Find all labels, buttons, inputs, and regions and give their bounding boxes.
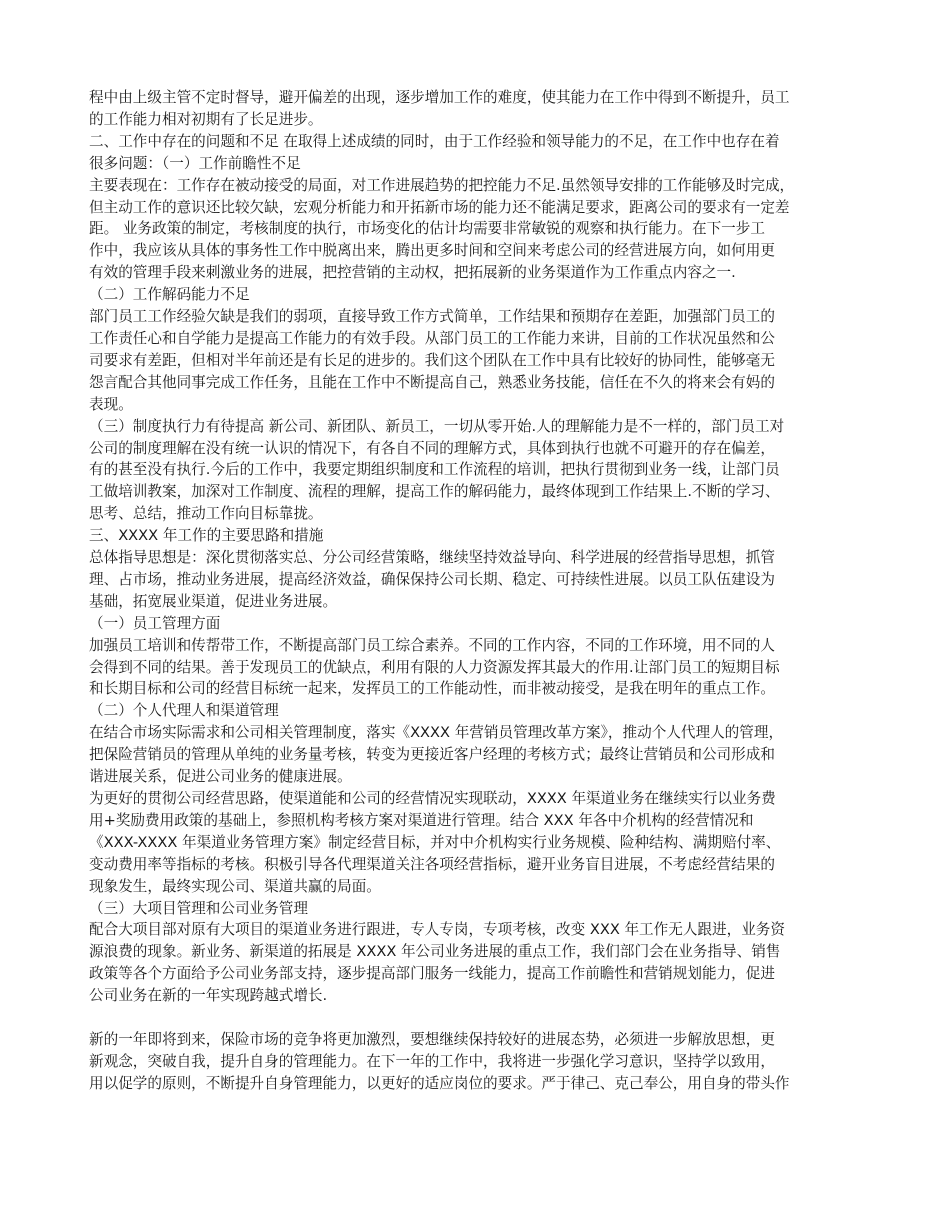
text-line: 变动费用率等指标的考核。积极引导各代理渠道关注各项经营指标，避开业务盲目进展，不考虑经营结果的 [89, 855, 775, 873]
text-line: 二、工作中存在的问题和不足 在取得上述成绩的同时，由于工作经验和领导能力的不足，在工作中也存在着 [89, 132, 780, 150]
text-line: 和长期目标和公司的经营目标统一起来，发挥员工的工作能动性，而非被动接受，是我在明年的重点工作。 [89, 680, 775, 698]
text-line: （二）个人代理人和渠道管理 [89, 702, 279, 720]
text-line: 司要求有差距，但相对半年前还是有长足的进步的。我们这个团队在工作中具有比较好的协同性，能够毫无 [89, 351, 775, 369]
text-line: （二）工作解码能力不足 [89, 286, 250, 304]
text-line: 政策等各个方面给予公司业务部支持，逐步提高部门服务一线能力，提高工作前瞻性和营销规划能力，促进 [89, 965, 775, 983]
text-line: 怨言配合其他同事完成工作任务，且能在工作中不断提高自己，熟悉业务技能，信任在不久的将来会有妈的 [89, 373, 775, 391]
text-line: 但主动工作的意识还比较欠缺，宏观分析能力和开拓新市场的能力还不能满足要求，距离公司的要求有一定差 [89, 198, 790, 216]
text-line: 的工作能力相对初期有了长足进步。 [89, 110, 323, 128]
text-line: （三）制度执行力有待提高 新公司、新团队、新员工，一切从零开始.人的理解能力是不一样的，部门员工对 [89, 417, 785, 435]
text-line: 新观念，突破自我，提升自身的管理能力。在下一年的工作中，我将进一步强化学习意识，坚持学以致用， [89, 1052, 775, 1070]
text-line: 现象发生，最终实现公司、渠道共赢的局面。 [89, 877, 381, 895]
text-line: 公司业务在新的一年实现跨越式增长. [89, 987, 328, 1005]
text-line: 主要表现在：工作存在被动接受的局面，对工作进展趋势的把控能力不足.虽然领导安排的工作能够及时完成， [89, 176, 795, 194]
text-line: 会得到不同的结果。善于发现员工的优缺点，利用有限的人力资源发挥其最大的作用.让部门员工的短期目标 [89, 658, 780, 676]
text-line: 公司的制度理解在没有统一认识的情况下，有各自不同的理解方式，具体到执行也就不可避开的存在偏差， [89, 439, 775, 457]
text-line: 加强员工培训和传帮带工作，不断提高部门员工综合素养。不同的工作内容，不同的工作环境，用不同的人 [89, 636, 775, 654]
text-line: 部门员工工作经验欠缺是我们的弱项，直接导致工作方式简单，工作结果和预期存在差距，加强部门员工的 [89, 308, 775, 326]
text-line: 总体指导思想是：深化贯彻落实总、分公司经营策略，继续坚持效益导向、科学进展的经营指导思想，抓管 [89, 549, 775, 567]
text-line: 程中由上级主管不定时督导，避开偏差的出现，逐步增加工作的难度，使其能力在工作中得到不断提升，员工 [89, 89, 790, 106]
text-line: 在结合市场实际需求和公司相关管理制度，落实《XXXX 年营销员管理改革方案》，推动个人代理人的管理， [89, 724, 784, 742]
text-line: 工做培训教案，加深对工作制度、流程的理解，提高工作的解码能力，最终体现到工作结果上.不断的学习、 [89, 483, 780, 501]
text-line: 有的甚至没有执行.今后的工作中，我要定期组织制度和工作流程的培训，把执行贯彻到业务一线，让部门员 [89, 461, 780, 479]
text-line: 《XXX-XXXX 年渠道业务管理方案》制定经营目标，并对中介机构实行业务规模、险种结构、满期赔付率、 [89, 833, 781, 851]
text-line: 有效的管理手段来刺激业务的进展，把控营销的主动权，把拓展新的业务渠道作为工作重点内容之一. [89, 264, 736, 282]
text-line: 三、XXXX 年工作的主要思路和措施 [89, 527, 324, 545]
text-line: 表现。 [89, 395, 133, 413]
text-line: （三）大项目管理和公司业务管理 [89, 899, 308, 917]
document-body [89, 87, 865, 1095]
blank-line [89, 1007, 865, 1029]
text-line: 源浪费的现象。新业务、新渠道的拓展是 XXXX 年公司业务进展的重点工作，我们部门会在业务指导、销售 [89, 943, 781, 961]
text-line: 很多问题：（一）工作前瞻性不足 [89, 154, 301, 172]
text-line: （一）员工管理方面 [89, 614, 221, 632]
text-line: 工作责任心和自学能力是提高工作能力的有效手段。从部门员工的工作能力来讲，目前的工作状况虽然和公 [89, 329, 775, 347]
text-line: 谐进展关系，促进公司业务的健康进展。 [89, 768, 352, 786]
text-line: 距。 业务政策的制定，考核制度的执行，市场变化的估计均需要非常敏锐的观察和执行能力。在下一步工 [89, 220, 765, 238]
text-line: 作中，我应该从具体的事务性工作中脱离出来，腾出更多时间和空间来考虑公司的经营进展方向，如何用更 [89, 242, 775, 260]
text-line: 理、占市场，推动业务进展，提高经济效益，确保保持公司长期、稳定、可持续性进展。以员工队伍建设为 [89, 570, 775, 588]
text-line: 思考、总结，推动工作向目标靠拢。 [89, 505, 323, 523]
text-line: 用以促学的原则，不断提升自身管理能力，以更好的适应岗位的要求。严于律己、克己奉公，用自身的带头作 [89, 1074, 790, 1092]
text-line: 新的一年即将到来，保险市场的竞争将更加激烈，要想继续保持较好的进展态势，必须进一步解放思想，更 [89, 1031, 775, 1049]
text-line: 用+奖励费用政策的基础上，参照机构考核方案对渠道进行管理。结合 XXX 年各中介机构的经营情况和 [89, 811, 754, 829]
text-line: 把保险营销员的管理从单纯的业务量考核，转变为更接近客户经理的考核方式；最终让营销员和公司形成和 [89, 746, 775, 764]
text-line: 为更好的贯彻公司经营思路，使渠道能和公司的经营情况实现联动，XXXX 年渠道业务在继续实行以业务费 [89, 790, 776, 807]
text-line: 配合大项目部对原有大项目的渠道业务进行跟进，专人专岗，专项考核，改变 XXX 年工作无人跟进，业务资 [89, 921, 785, 939]
text-line: 基础，拓宽展业渠道，促进业务进展。 [89, 592, 338, 610]
